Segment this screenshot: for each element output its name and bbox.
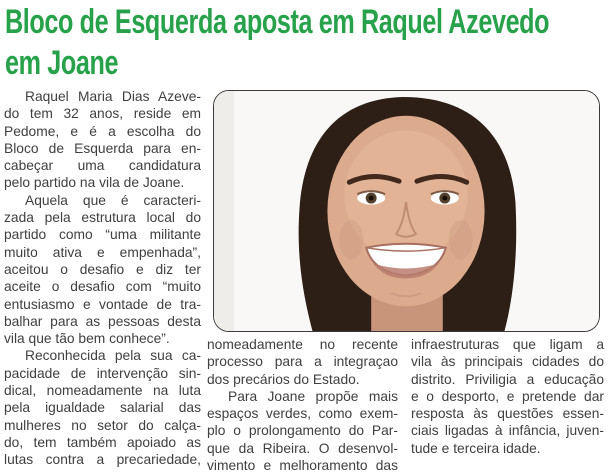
article-line: aceite o desafio com “muito: [4, 279, 201, 295]
article-line: vila que tão bem conhece”.: [4, 331, 170, 347]
article-line: partido como “uma militante: [4, 227, 201, 243]
headline-line-2: em Joane: [5, 44, 119, 82]
article-column-1: [4, 88, 201, 469]
article-line: pelo partido na vila de Joane.: [4, 175, 185, 191]
article-line: do tem 32 anos, reside em: [4, 106, 201, 122]
article-line: Aquela que é caracteri-: [25, 192, 201, 208]
article-line: Para Joane propõe mais: [228, 388, 398, 404]
article-line: do, tem também apoiado as: [4, 434, 201, 450]
article-line: Pedome, e é a escolha do: [4, 123, 201, 139]
article-line: Bloco de Esquerda para en-: [4, 140, 201, 156]
article-line: Reconhecida pela sua ca-: [25, 348, 201, 364]
article-line: que da Ribeira. O desenvol-: [207, 440, 398, 456]
article-line: plo o prolongamento do Par-: [207, 423, 398, 439]
article-line: aceitou o desafio e diz ter: [4, 261, 201, 277]
article-line: pacidade de intervenção sin-: [4, 365, 201, 381]
article-line: dos precários do Estado.: [207, 371, 360, 387]
article-line: pela igualdade salarial das: [4, 400, 201, 416]
article-column-2: [207, 336, 398, 473]
article-line: muito ativa e empenhada”,: [4, 244, 201, 260]
article-line: nomeadamente no recente: [207, 337, 398, 352]
headline-line-1: Bloco de Esquerda aposta em Raquel Azevedo: [5, 3, 550, 41]
article-column-3: [411, 336, 604, 457]
article-line: espaços verdes, como exem-: [207, 406, 398, 422]
article-line: vimento e melhoramento das: [207, 458, 398, 473]
article-line: vila às principais cidades do: [411, 354, 604, 370]
article-line: infraestruturas que ligam a: [411, 337, 604, 352]
article-line: zada pela estrutura local do: [4, 210, 201, 226]
article-headline: [5, 2, 609, 84]
article-line: processo para a integraçao: [207, 354, 398, 370]
article-line: lutas contra a precariedade,: [4, 452, 201, 468]
article-line: mulheres no setor do calça-: [4, 417, 201, 433]
portrait-photo: [214, 91, 599, 331]
candidate-photo: [213, 90, 600, 332]
article-line: resposta às questões essen-: [411, 406, 604, 422]
article-line: Raquel Maria Dias Azeve-: [25, 89, 201, 104]
article-line: balhar para as pessoas desta: [4, 313, 201, 329]
article-line: cabeçar uma candidatura: [4, 158, 201, 174]
article-line: tude e terceira idade.: [411, 440, 541, 456]
article-line: entusiasmo e vontade de tra-: [4, 296, 201, 312]
article-line: e o desporto, e pretende dar: [411, 388, 604, 404]
article-line: distrito. Priviligia a educação: [411, 371, 604, 387]
article-line: dical, nomeadamente na luta: [4, 383, 201, 399]
article-line: ciais ligadas à infância, juven-: [411, 423, 604, 439]
